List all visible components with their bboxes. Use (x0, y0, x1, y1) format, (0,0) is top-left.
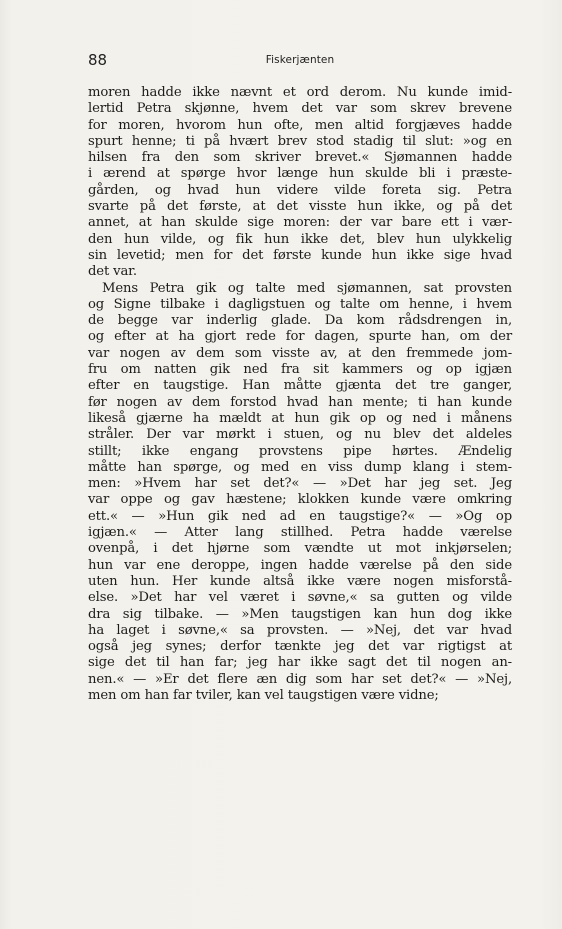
text-line: stillt; ikke engang provstens pipe hørtes. Ændelig (88, 443, 512, 459)
text-line: for moren, hvorom hun ofte, men altid forgjæves hadde (88, 117, 512, 133)
text-line: dra sig tilbake. — »Men taugstigen kan hun dog ikke (88, 606, 512, 622)
text-line: de begge var inderlig glade. Da kom rådsdrengen in, (88, 313, 512, 329)
text-line: måtte han spørge, og med en viss dump klang i stem- (88, 459, 512, 475)
text-line: fru om natten gik ned fra sit kammers og op igjæn (88, 362, 512, 378)
text-line: det var. (88, 264, 137, 280)
page-header (88, 51, 512, 71)
text-line: svarte på det første, at det visste hun ikke, og på det (88, 199, 512, 215)
text-line: også jeg synes; derfor tænkte jeg det var rigtigst at (88, 639, 512, 655)
text-line: før nogen av dem forstod hvad han mente; ti han kunde (88, 394, 512, 410)
paragraph-1 (88, 85, 512, 281)
text-line: ha laget i søvne,« sa provsten. — »Nej, det var hvad (88, 622, 512, 638)
text-line: og efter at ha gjort rede for dagen, spurte han, om der (88, 329, 512, 345)
text-line: annet, at han skulde sige moren: der var bare ett i vær- (88, 215, 512, 231)
text-line: spurt henne; ti på hvært brev stod stadig til slut: »og en (88, 133, 512, 149)
text-line: else. »Det har vel været i søvne,« sa gutten og vilde (88, 590, 512, 606)
text-line: stråler. Der var mørkt i stuen, og nu blev det aldeles (88, 427, 512, 443)
text-line: den hun vilde, og fik hun ikke det, blev hun ulykkelig (88, 231, 512, 247)
text-line: var nogen av dem som visste av, at den fremmede jom- (88, 345, 512, 361)
text-line: men om han far tviler, kan vel taugstigen være vidne; (88, 687, 439, 703)
text-line: hun var ene deroppe, ingen hadde værelse på den side (88, 557, 512, 573)
text-line: men: »Hvem har set det?« — »Det har jeg set. Jeg (88, 476, 512, 492)
text-line: ovenpå, i det hjørne som vændte ut mot inkjørselen; (88, 541, 512, 557)
text-line: gården, og hvad hun videre vilde foreta sig. Petra (88, 182, 512, 198)
running-title: Fiskerjænten (265, 54, 335, 66)
text-line: uten hun. Her kunde altså ikke være nogen misforstå- (88, 573, 512, 589)
text-line: Mens Petra gik og talte med sjømannen, sat provsten (102, 280, 512, 296)
text-line: efter en taugstige. Han måtte gjænta det tre ganger, (88, 378, 512, 394)
text-line: nen.« — »Er det flere æn dig som har set det?« — »Nej, (88, 671, 512, 687)
text-line: hilsen fra den som skriver brevet.« Sjømannen hadde (88, 150, 512, 166)
text-line: var oppe og gav hæstene; klokken kunde være omkring (88, 492, 512, 508)
text-line: i ærend at spørge hvor længe hun skulde bli i præste- (88, 166, 512, 182)
paragraph-2 (88, 281, 512, 705)
text-line: igjæn.« — Atter lang stillhed. Petra hadde værelse (88, 525, 512, 541)
body-text (88, 85, 512, 704)
text-line: lertid Petra skjønne, hvem det var som skrev brevene (88, 101, 512, 117)
text-line: moren hadde ikke nævnt et ord derom. Nu kunde imid- (88, 85, 512, 100)
text-line: ett.« — »Hun gik ned ad en taugstige?« — »Og op (88, 508, 512, 524)
text-line: likeså gjærne ha mældt at hun gik op og ned i månens (88, 410, 512, 426)
text-line: og Signe tilbake i dagligstuen og talte om henne, i hvem (88, 296, 512, 312)
text-line: sin levetid; men for det første kunde hun ikke sige hvad (88, 247, 512, 263)
page-number: 88 (88, 51, 108, 69)
text-line: sige det til han far; jeg har ikke sagt det til nogen an- (88, 655, 512, 671)
